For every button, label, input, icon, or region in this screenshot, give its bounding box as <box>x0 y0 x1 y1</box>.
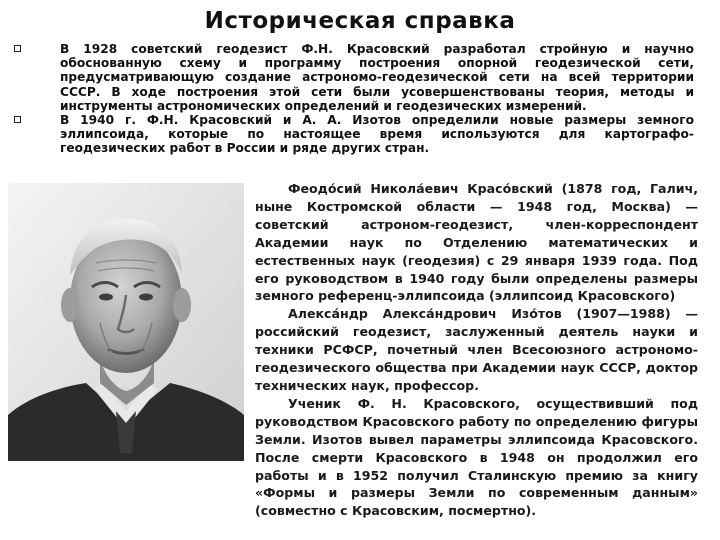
bullet-text: В 1928 советский геодезист Ф.Н. Красовский разработал стройную и научно обоснованную схему и программу построения опорной геодезической сети, предусматривающую создание астрономо-геодезической сети на всей территории СССР. В ходе построения этой сети были усовершенствованы теория, методы и инструменты астрономических определений и геодезических измерений. <box>60 42 694 113</box>
bio-izotov: Алекса́ндр Алекса́ндрович Изо́тов (1907—1988) — российский геодезист, заслуженный деятель науки и техники РСФСР, почетный член Всесоюзного астрономо-геодезического общества при Академии наук СССР, доктор технических наук, профессор. <box>255 306 698 393</box>
bullet-list <box>14 42 694 156</box>
square-bullet-icon <box>14 116 21 123</box>
bullet-item-1928 <box>14 42 694 113</box>
biography-block <box>255 180 698 520</box>
bullet-text: В 1940 г. Ф.Н. Красовский и А. А. Изотов определили новые размеры земного эллипсоида, которые по настоящее время используются для картографо-геодезических работ в России и ряде других стран. <box>60 113 694 156</box>
bullet-item-1940 <box>14 113 694 156</box>
slide-title: Историческая справка <box>204 8 516 34</box>
portrait-illustration <box>8 183 244 461</box>
portrait-photo <box>8 183 244 461</box>
square-bullet-icon <box>14 45 21 52</box>
bio-student: Ученик Ф. Н. Красовского, осуществивший под руководством Красовского работу по определению фигуры Земли. Изотов вывел параметры эллипсоида Красовского. После смерти Красовского в 1948 он продолжил его работы и в 1952 получил Сталинскую премию за книгу «Формы и размеры Земли по современным данным» (совместно с Красовским, посмертно). <box>255 395 698 519</box>
bio-krasovsky: Феодо́сий Никола́евич Красо́вский (1878 год, Галич, ныне Костромской области — 1948 год, Москва) — советский астроном-геодезист, член-корреспондент Академии наук по Отделению математических и естественных наук (геодезия) с 29 января 1939 года. Под его руководством в 1940 году были определены размеры земного референц-эллипсоида (эллипсоид Красовского) <box>255 181 698 304</box>
